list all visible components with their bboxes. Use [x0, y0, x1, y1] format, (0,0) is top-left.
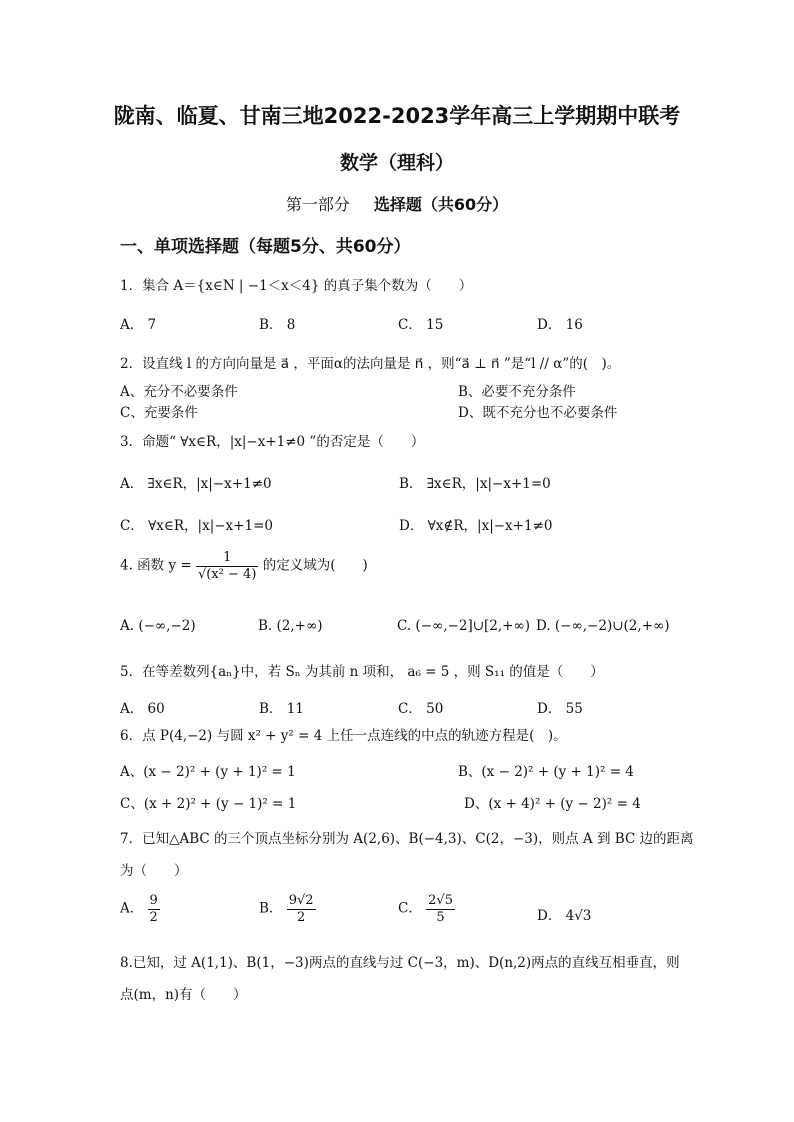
q5-option-b: B． 11 [259, 701, 304, 717]
q7-c-fraction [426, 893, 455, 925]
q5-option-d: D． 55 [537, 701, 583, 717]
q7-option-c [398, 893, 455, 925]
q7-option-b [259, 893, 316, 925]
q7-c-numerator: 2√5 [428, 893, 453, 908]
q5-option-a: A． 60 [120, 701, 165, 717]
question-8-cont: 点(m，n)有（ ） [120, 987, 247, 1003]
q6-option-b: B、(x − 2)² + (y + 1)² = 4 [458, 764, 634, 780]
q4-option-b: B. (2,+∞) [258, 618, 323, 634]
q4-option-a: A. (−∞,−2) [120, 618, 196, 634]
q4-option-d: D. (−∞,−2)∪(2,+∞) [536, 618, 670, 634]
section-heading: 一、单项选择题（每题5分、共60分） [120, 237, 411, 257]
q4-suffix: 的定义域为( ) [262, 557, 368, 574]
part-heading [0, 192, 794, 215]
q7-a-numerator: 9 [149, 893, 158, 908]
q3-option-d: D． ∀x∉R，|x|−x+1≠0 [399, 518, 553, 534]
q1-option-a: A． 7 [120, 317, 157, 333]
q4-prefix: 4. 函数 y = [120, 557, 192, 574]
q7-a-denominator: 2 [149, 909, 158, 925]
question-1: 1．集合 A＝{x∈N | −1＜x＜4} 的真子集个数为（ ） [120, 278, 473, 294]
q7-b-fraction [287, 893, 316, 925]
q4-fraction [196, 550, 258, 582]
question-4 [120, 550, 368, 582]
q3-option-a: A． ∃x∈R，|x|−x+1≠0 [120, 476, 272, 492]
q7-b-denominator: 2 [296, 909, 306, 925]
q7-a-fraction [148, 893, 160, 925]
q3-option-c: C． ∀x∈R，|x|−x+1=0 [120, 518, 273, 534]
q7-c-label: C． [398, 900, 422, 917]
question-3: 3．命题“ ∀x∈R，|x|−x+1≠0 ”的否定是（ ） [120, 434, 425, 450]
q1-option-b: B． 8 [259, 317, 296, 333]
q2-option-d: D、既不充分也不必要条件 [458, 405, 618, 421]
q1-option-d: D． 16 [537, 317, 583, 333]
page-subtitle: 数学（理科） [339, 152, 454, 174]
page-title: 陇南、临夏、甘南三地2022-2023学年高三上学期期中联考 [113, 104, 681, 128]
question-5: 5．在等差数列{aₙ}中，若 Sₙ 为其前 n 项和， a₆ = 5 ，则 S₁₁ 的值是（ ） [120, 664, 604, 680]
q2-option-a: A、充分不必要条件 [120, 384, 238, 400]
q6-option-c: C、(x + 2)² + (y − 1)² = 1 [120, 796, 297, 812]
q4-numerator: 1 [196, 550, 258, 567]
q4-denominator: √(x² − 4) [198, 566, 257, 582]
q5-option-c: C． 50 [398, 701, 444, 717]
part-title: 选择题（共60分） [373, 195, 509, 214]
question-2: 2．设直线 l 的方向向量是 a⃗ ，平面α的法向量是 n⃗ ，则“a⃗ ⊥ n⃗ ”是“l // α”的( )。 [120, 356, 621, 372]
q4-option-c: C. (−∞,−2]∪[2,+∞) [397, 618, 530, 634]
q1-option-c: C． 15 [398, 317, 444, 333]
q7-a-label: A． [120, 900, 144, 917]
q2-option-c: C、充要条件 [120, 405, 198, 421]
question-6: 6．点 P(4,−2) 与圆 x² + y² = 4 上任一点连线的中点的轨迹方程是( )。 [120, 728, 567, 744]
question-7: 7．已知△ABC 的三个顶点坐标分别为 A(2,6)、B(−4,3)、C(2，−3)，则点 A 到 BC 边的距离 [120, 831, 694, 847]
q7-option-a [120, 893, 160, 925]
question-7-cont: 为（ ） [120, 863, 188, 879]
q2-option-b: B、必要不充分条件 [458, 384, 576, 400]
q6-option-a: A、(x − 2)² + (y + 1)² = 1 [120, 764, 296, 780]
q7-b-label: B． [259, 900, 283, 917]
q3-option-b: B． ∃x∈R，|x|−x+1=0 [399, 476, 551, 492]
question-8: 8.已知，过 A(1,1)、B(1，−3)两点的直线与过 C(−3，m)、D(n,2)两点的直线互相垂直，则 [120, 955, 680, 971]
q6-option-d: D、(x + 4)² + (y − 2)² = 4 [464, 796, 641, 812]
q7-option-d: D． 4√3 [537, 908, 592, 924]
part-label: 第一部分 [285, 195, 350, 214]
q7-b-numerator: 9√2 [288, 893, 314, 908]
q7-c-denominator: 5 [436, 909, 445, 925]
